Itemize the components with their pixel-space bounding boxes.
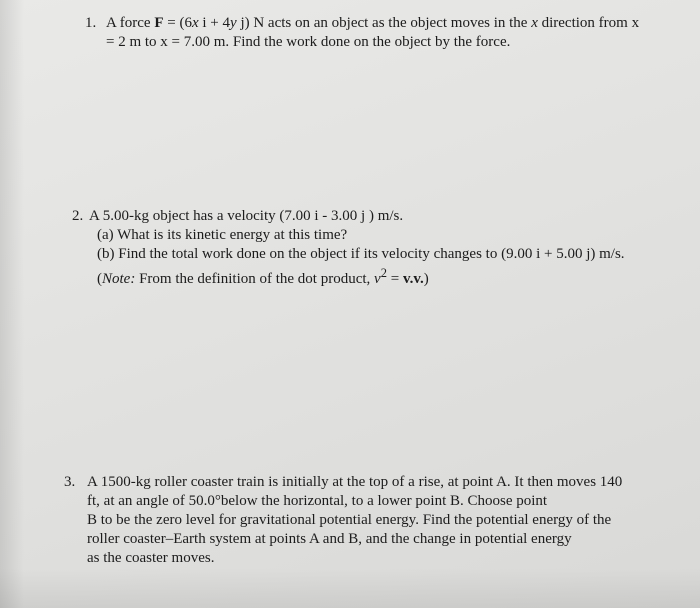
text-run: = (6 — [163, 15, 192, 31]
text-run: ) — [423, 271, 429, 287]
problem-number: 2. — [72, 208, 84, 224]
text-run: From the definition of the dot product, — [135, 271, 375, 287]
problem-2-line-1 — [72, 207, 672, 226]
problem-number: 1. — [85, 15, 97, 31]
problem-3-line-2: ft, at an angle of 50.0°below the horizontal, to a lower point B. Choose point — [87, 493, 548, 509]
page-shadow-bottom — [0, 568, 700, 608]
problem-2-note: (Note: From the definition of the dot product, $v^2 = v.v$.) — [97, 266, 429, 287]
force-symbol: F — [154, 15, 164, 31]
problem-2 — [72, 207, 672, 289]
problem-2-part-b: (b) Find the total work done on the object if its velocity changes to (9.00 i + 5.00 j) m/s. — [97, 246, 625, 262]
problem-3-line-5: as the coaster moves. — [87, 550, 215, 566]
problem-3-line-1 — [64, 473, 674, 492]
text-run: A force — [106, 15, 155, 31]
problem-number: 3. — [64, 474, 76, 490]
problem-3-line-4: roller coaster–Earth system at points A and B, and the change in potential energy — [87, 531, 572, 547]
variable-x: x — [531, 15, 538, 31]
problem-2-part-a: (a) What is its kinetic energy at this time? — [97, 227, 348, 243]
text-run: i + 4 — [198, 15, 231, 31]
page-shadow-left — [0, 0, 24, 608]
variable-v: v — [374, 271, 381, 287]
problem-1-line-2: = 2 m to x = 7.00 m. Find the work done on the object by the force. — [106, 34, 511, 50]
problem-1 — [85, 14, 645, 52]
exponent: 2 — [380, 266, 387, 280]
problem-1-line-1 — [85, 14, 645, 33]
problem-3 — [64, 473, 674, 568]
problem-text: A 1500-kg roller coaster train is initially at the top of a rise, at point A. It then moves 140 — [87, 474, 623, 490]
problem-text: A 5.00-kg object has a velocity (7.00 i - 3.00 j ) m/s. — [89, 208, 404, 224]
problem-3-line-3: B to be the zero level for gravitational potential energy. Find the potential energy of the — [87, 512, 612, 528]
text-run: j) N acts on an object as the object moves in the — [236, 15, 532, 31]
variable-y: y — [230, 15, 237, 31]
dot-product: v.v. — [402, 271, 424, 287]
text-run: direction from x — [537, 15, 640, 31]
variable-x: x — [191, 15, 199, 31]
text-run: = — [386, 271, 403, 287]
note-label: Note: — [102, 271, 136, 287]
